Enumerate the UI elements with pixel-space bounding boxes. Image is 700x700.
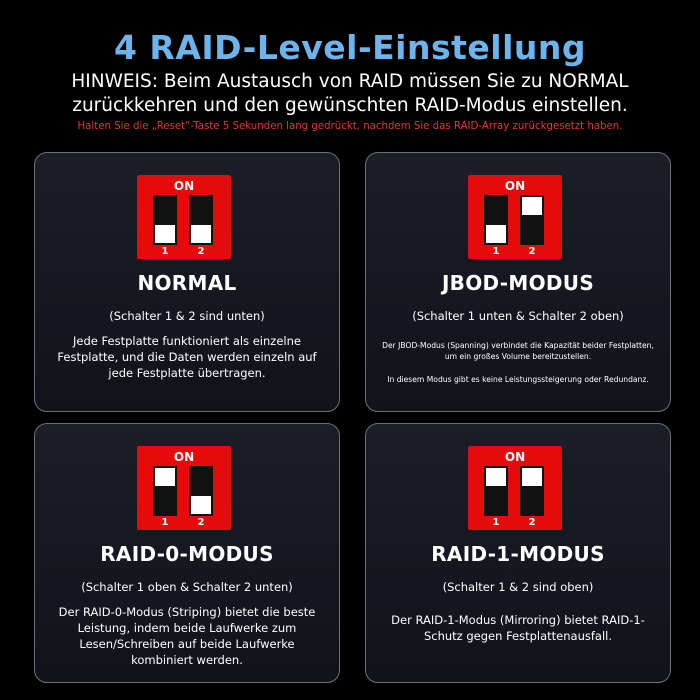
switch-2-number: 2 <box>528 246 536 257</box>
switch-1 <box>484 466 508 516</box>
switch-position-text: (Schalter 1 oben & Schalter 2 unten) <box>81 580 293 594</box>
mode-card-normal <box>34 152 340 412</box>
switch-1-number: 1 <box>161 246 169 257</box>
mode-description: Jede Festplatte funktioniert als einzelne Festplatte, und die Daten werden einzeln auf jede Festplatte übertragen. <box>57 334 317 380</box>
switch-2-knob <box>191 225 211 243</box>
mode-title: JBOD-MODUS <box>441 271 595 295</box>
reset-warning: Halten Sie die „Reset“-Taste 5 Sekunden lang gedrückt, nachdem Sie das RAID-Array zurückgesetzt haben. <box>77 121 623 132</box>
switch-position-text: (Schalter 1 & 2 sind oben) <box>442 580 594 594</box>
switch-position-text: (Schalter 1 unten & Schalter 2 oben) <box>412 309 624 323</box>
switch-2 <box>520 195 544 245</box>
switch-2-knob <box>522 197 542 215</box>
switch-2 <box>520 466 544 516</box>
switch-1-number: 1 <box>492 517 500 528</box>
switch-1 <box>153 466 177 516</box>
switch-1-knob <box>486 468 506 486</box>
mode-description-line-1: Der JBOD-Modus (Spanning) verbindet die Kapazität beider Festplatten, um ein großes Volume bereitzustellen. <box>382 341 654 361</box>
mode-description-line-2: In diesem Modus gibt es keine Leistungssteigerung oder Redundanz. <box>387 375 649 384</box>
dip-switch <box>468 446 562 530</box>
switch-2 <box>189 195 213 245</box>
mode-card-raid0 <box>34 423 340 683</box>
switch-1 <box>484 195 508 245</box>
switch-1-number: 1 <box>492 246 500 257</box>
switch-2-number: 2 <box>528 517 536 528</box>
switch-2-knob <box>191 496 211 514</box>
mode-card-raid1 <box>365 423 671 683</box>
switch-2 <box>189 466 213 516</box>
notice-text: HINWEIS: Beim Austausch von RAID müssen Sie zu NORMAL zurückkehren und den gewünschten RAID-Modus einstellen. <box>71 71 629 116</box>
switch-position-text: (Schalter 1 & 2 sind unten) <box>109 309 265 323</box>
dip-switch <box>468 175 562 259</box>
dip-switch <box>137 446 231 530</box>
mode-description: Der RAID-0-Modus (Striping) bietet die beste Leistung, indem beide Laufwerke zum Lesen/Schreiben auf beide Laufwerke kombiniert werden. <box>58 605 316 667</box>
dip-switch <box>137 175 231 259</box>
dip-on-label: ON <box>504 450 526 464</box>
switch-2-number: 2 <box>197 517 205 528</box>
dip-on-label: ON <box>173 179 195 193</box>
switch-1-knob <box>486 225 506 243</box>
mode-description: Der RAID-1-Modus (Mirroring) bietet RAID-1-Schutz gegen Festplattenausfall. <box>391 613 645 643</box>
dip-on-label: ON <box>173 450 195 464</box>
switch-2-number: 2 <box>197 246 205 257</box>
switch-1-number: 1 <box>161 517 169 528</box>
mode-title: RAID-0-MODUS <box>100 542 274 566</box>
dip-on-label: ON <box>504 179 526 193</box>
mode-card-jbod <box>365 152 671 412</box>
mode-title: NORMAL <box>137 271 237 295</box>
switch-2-knob <box>522 468 542 486</box>
mode-title: RAID-1-MODUS <box>431 542 605 566</box>
switch-1 <box>153 195 177 245</box>
switch-1-knob <box>155 468 175 486</box>
mode-description <box>380 340 656 385</box>
page-title: 4 RAID-Level-Einstellung <box>113 28 587 67</box>
switch-1-knob <box>155 225 175 243</box>
